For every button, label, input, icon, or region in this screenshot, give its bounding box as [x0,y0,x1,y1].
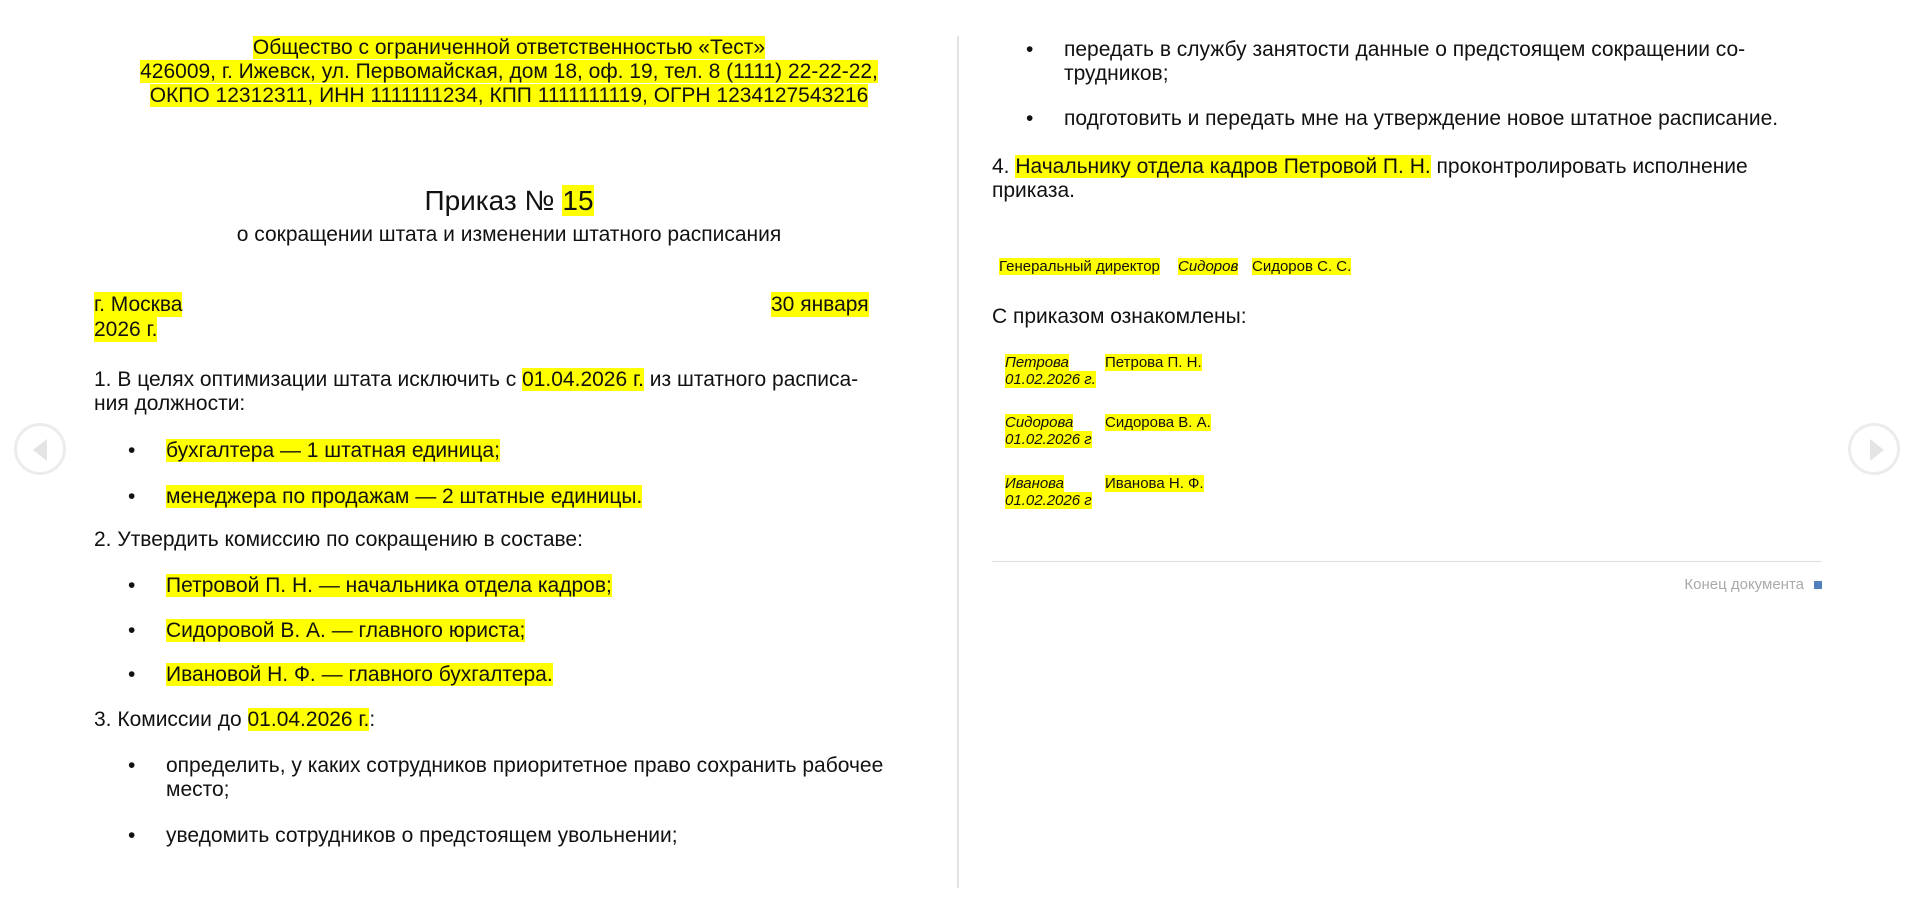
list-item: • Петровой П. Н. — начальника отдела кадров; [166,574,926,598]
next-page-button[interactable] [1848,423,1900,475]
order-city: г. Москва [94,293,183,316]
signature-position: Генеральный директор [999,258,1160,275]
company-name: Общество с ограниченной ответственностью «Тест» [252,36,766,59]
ack-name-2: Сидорова В. А. [1105,414,1211,431]
item-1: 1. В целях оптимизации штата исключить с 01.04.2026 г. из штатного расписа- ния должности: [94,368,859,415]
order-number: 15 [562,185,594,216]
page-divider [957,36,959,888]
company-address: 426009, г. Ижевск, ул. Первомайская, дом 18, оф. 19, тел. 8 (1111) 22-22-22, [140,60,878,83]
list-item: • подготовить и передать мне на утверждение новое штатное расписание. [1064,107,1824,131]
list-item: • Сидоровой В. А. — главного юриста; [166,619,926,643]
list-item: • передать в службу занятости данные о предстоящем сокращении со- трудников; [1064,38,1824,86]
list-item: • уведомить сотрудников о предстоящем увольнении; [166,824,926,848]
list-item: • менеджера по продажам — 2 штатные единицы. [166,485,926,509]
ack-sign-1: Петрова 01.02.2026 г. [1005,354,1096,388]
arrow-left-icon [33,439,47,461]
end-of-document-label: Конец документа [1684,576,1804,593]
list-item: • определить, у каких сотрудников приоритетное право сохранить рабочее место; [166,754,926,802]
list-item: • Ивановой Н. Ф. — главного бухгалтера. [166,663,926,687]
item-3: 3. Комиссии до 01.04.2026 г.: [94,708,376,731]
order-subtitle: о сокращении штата и изменении штатного расписания [236,223,782,246]
list-item: • бухгалтера — 1 штатная единица; [166,439,926,463]
item-4: 4. Начальнику отдела кадров Петровой П. Н. проконтролировать исполнение приказа. [992,155,1748,202]
order-title: Приказ № 15 [424,185,594,216]
ack-name-3: Иванова Н. Ф. [1105,475,1204,492]
arrow-right-icon [1870,439,1884,461]
end-divider [992,561,1822,562]
signature-sign: Сидоров [1178,258,1239,275]
end-marker-icon [1814,581,1822,589]
ack-name-1: Петрова П. Н. [1105,354,1202,371]
company-header [94,36,924,108]
ack-sign-3: Иванова 01.02.2026 г [1005,475,1092,509]
company-codes: ОКПО 12312311, ИНН 1111111234, КПП 1111111119, ОГРН 1234127543216 [149,84,869,107]
order-date-part2: 2026 г. [94,318,158,341]
item-2: 2. Утвердить комиссию по сокращению в составе: [94,528,583,551]
previous-page-button[interactable] [14,423,66,475]
order-date-part1: 30 января [771,293,869,316]
ack-sign-2: Сидорова 01.02.2026 г [1005,414,1092,448]
acknowledgement-title: С приказом ознакомлены: [992,305,1247,328]
signature-name: Сидоров С. С. [1252,258,1352,275]
